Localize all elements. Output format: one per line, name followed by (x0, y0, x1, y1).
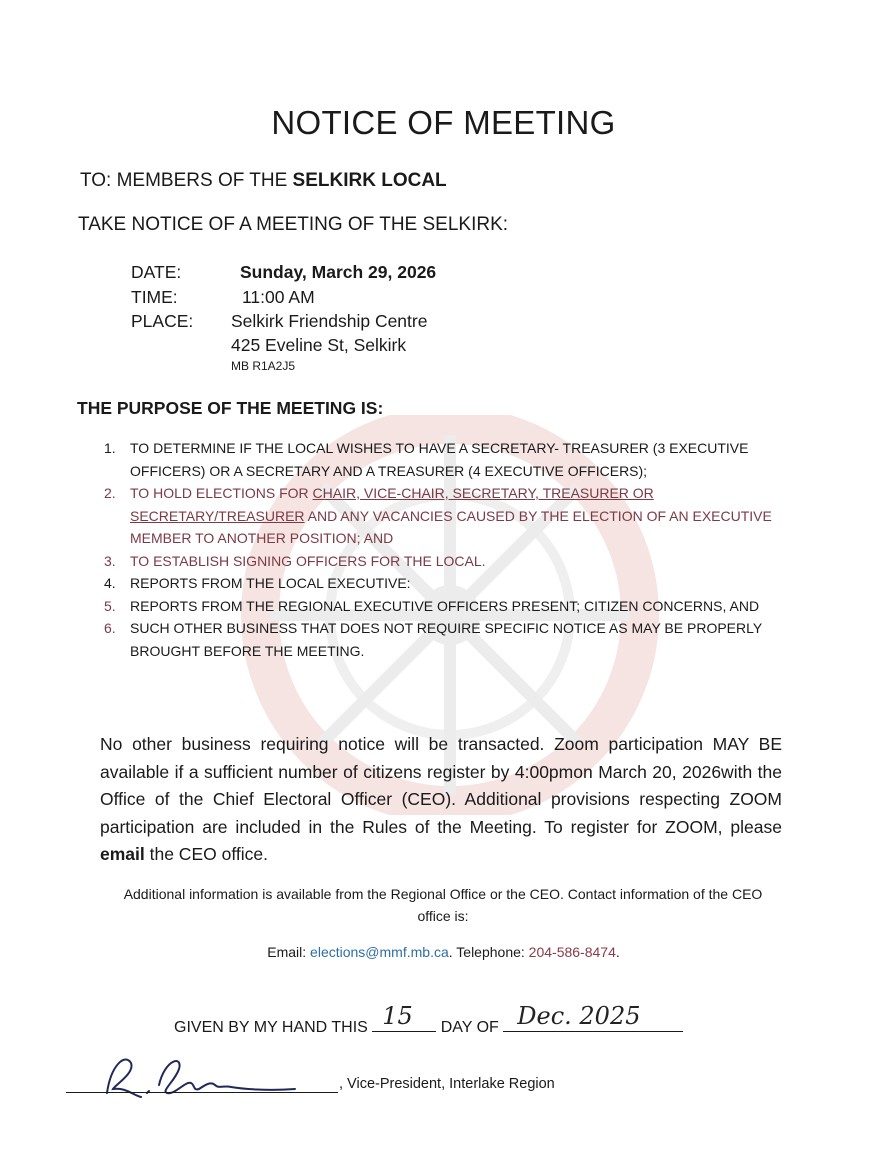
item-number: 3. (104, 552, 116, 569)
item-number: 6. (104, 620, 116, 636)
purpose-list (104, 437, 794, 662)
item-text: TO ESTABLISH SIGNING OFFICERS FOR THE LOCAL. (130, 552, 486, 569)
item-number: 2. (104, 485, 116, 501)
email-link[interactable]: elections@mmf.mb.ca (310, 944, 449, 960)
item-text: REPORTS FROM THE REGIONAL EXECUTIVE OFFICERS PRESENT; CITIZEN CONCERNS, AND (130, 597, 760, 614)
day-blank (372, 1002, 436, 1032)
contact-end: . (615, 944, 620, 960)
email-label: Email: (267, 944, 311, 960)
take-notice-line: TAKE NOTICE OF A MEETING OF THE SELKIRK: (78, 214, 509, 235)
item-text: REPORTS FROM THE LOCAL EXECUTIVE: (130, 575, 411, 591)
list-item (104, 437, 794, 482)
place-line-2: 425 Eveline St, Selkirk (231, 335, 407, 355)
item-number: 5. (104, 597, 116, 614)
page-title: NOTICE OF MEETING (271, 104, 616, 141)
zoom-paragraph (100, 731, 782, 869)
given-mid: DAY OF (436, 1019, 504, 1036)
item-number: 4. (104, 575, 116, 591)
list-item (104, 572, 794, 595)
list-item (104, 595, 794, 618)
signature-line (66, 1092, 338, 1093)
date-label: DATE: (131, 262, 182, 282)
signature-image (95, 1045, 305, 1105)
phone-number[interactable]: 204-586-8474 (528, 944, 616, 960)
item-text: TO DETERMINE IF THE LOCAL WISHES TO HAVE A SECRETARY- TREASURER (3 EXECUTIVE OFFICERS) OR A SECRETARY AND A TREASURER (4 EXECUTIVE OFFICERS); (130, 440, 749, 479)
purpose-heading: THE PURPOSE OF THE MEETING IS: (77, 398, 384, 418)
phone-label: . Telephone: (448, 944, 529, 960)
given-prefix: GIVEN BY MY HAND THIS (174, 1019, 373, 1036)
handwritten-day: 15 (382, 1002, 413, 1030)
additional-info: Additional information is available from the Regional Office or the CEO. Contact information of the CEO office is: (123, 886, 763, 924)
item-text-post: AND ANY VACANCIES CAUSED BY THE ELECTION OF AN EXECUTIVE MEMBER TO ANOTHER POSITION; AND (130, 507, 772, 546)
time-label: TIME: (131, 287, 178, 307)
list-item (104, 482, 794, 550)
date-value: Sunday, March 29, 2026 (240, 262, 437, 282)
month-year-blank (503, 1002, 683, 1032)
recipient-local: SELKIRK LOCAL (292, 170, 447, 191)
place-label: PLACE: (131, 311, 194, 331)
place-line-1: Selkirk Friendship Centre (231, 311, 428, 331)
contact-line (0, 944, 887, 960)
item-number: 1. (104, 440, 116, 456)
signatory-title: , Vice-President, Interlake Region (339, 1076, 555, 1092)
paragraph-bold: email (100, 844, 145, 864)
given-line (174, 1002, 683, 1037)
time-value: 11:00 AM (242, 287, 315, 307)
list-item (104, 550, 794, 573)
handwritten-month-year: Dec. 2025 (517, 1002, 641, 1030)
item-text: SUCH OTHER BUSINESS THAT DOES NOT REQUIRE SPECIFIC NOTICE AS MAY BE PROPERLY BROUGHT BEFORE THE MEETING. (130, 620, 762, 659)
item-text-underlined: CHAIR, VICE-CHAIR, SECRETARY, TREASURER OR SECRETARY/TREASURER (130, 485, 654, 524)
recipient-prefix: TO: MEMBERS OF THE (80, 170, 293, 191)
place-line-3: MB R1A2J5 (231, 359, 296, 373)
paragraph-text: No other business requiring notice will be transacted. Zoom participation MAY BE available if a sufficient number of citizens register by 4:00pmon March 20, 2026with the Office of the Chief Electoral Officer (CEO). Additional provisions respecting ZOOM participation are included in the Rules of the Meeting. To register for ZOOM, please (100, 734, 782, 837)
item-text (130, 482, 794, 550)
paragraph-end: the CEO office. (144, 844, 268, 864)
item-text-pre: TO HOLD ELECTIONS FOR (130, 485, 313, 501)
list-item (104, 617, 794, 662)
recipient-line (80, 170, 447, 192)
